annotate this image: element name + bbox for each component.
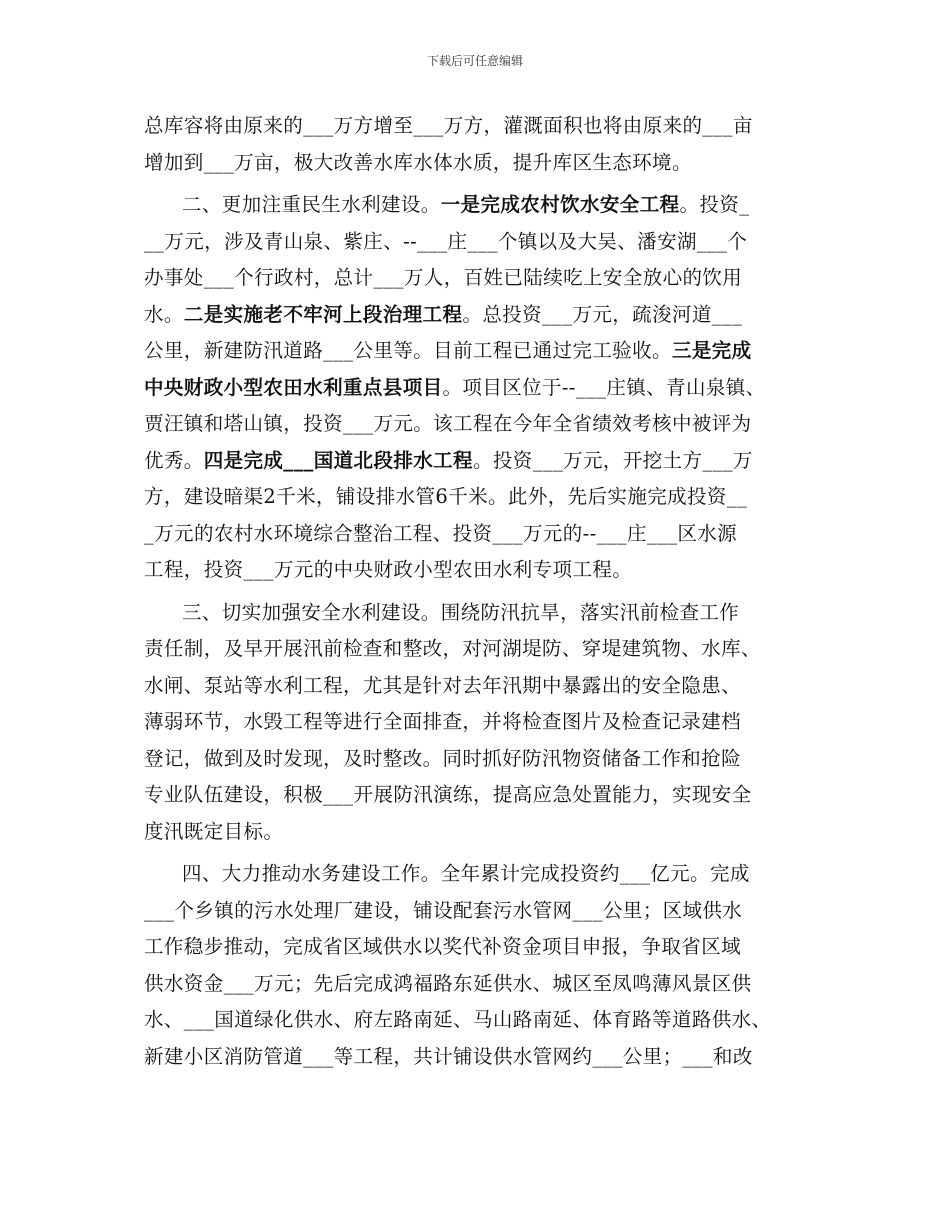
text-run: 度汛既定目标。: [144, 819, 284, 843]
text-run: 贾汪镇和塔山镇，投资___万元。该工程在今年全省绩效考核中被评为: [144, 412, 752, 435]
bold-text-run: 二是实施老不牢河上段治理工程: [183, 302, 463, 326]
paragraph: [144, 187, 808, 589]
text-run: 水、___国道绿化供水、府左路南延、马山路南延、体育路等道路供水、: [144, 1008, 772, 1031]
text-line: [144, 1002, 808, 1039]
text-line: [144, 443, 808, 480]
text-run: 二、更加注重民生水利建设。: [182, 193, 441, 216]
text-run: __万元，涉及青山泉、紫庄、--___庄___个镇以及大吴、潘安湖___个: [144, 229, 748, 253]
text-line: [144, 297, 808, 334]
text-run: 。项目区位于--___庄镇、青山泉镇、: [442, 375, 766, 399]
text-run: 新建小区消防管道___等工程，共计铺设供水管网约___公里；___和改: [144, 1044, 753, 1068]
text-line: [144, 516, 808, 553]
text-run: 优秀。: [144, 448, 204, 472]
paragraph: [144, 108, 808, 181]
text-line: [144, 966, 808, 1003]
text-line: [144, 108, 808, 145]
page-header: 下载后可任意编辑: [426, 54, 523, 68]
text-line: [144, 893, 808, 930]
text-line: [144, 224, 808, 261]
text-line: [144, 333, 808, 370]
text-line: [144, 741, 808, 778]
text-run: 四、大力推动水务建设工作。全年累计完成投资约___亿元。完成: [182, 862, 750, 885]
bold-text-run: 中央财政小型农田水利重点县项目: [144, 375, 443, 399]
bold-text-run: 四是完成___国道北段排水工程: [203, 448, 473, 472]
text-line: [144, 145, 808, 182]
text-line: [144, 929, 808, 966]
text-line: [144, 479, 808, 516]
text-run: 办事处___个行政村，总计___万人，百姓已陆续吃上安全放心的饮用: [144, 266, 743, 289]
text-line: [144, 704, 808, 741]
text-run: 工作稳步推动，完成省区域供水以奖代补资金项目申报，争取省区域: [144, 935, 742, 958]
text-line: [144, 552, 808, 589]
text-run: 供水资金___万元；先后完成鸿福路东延供水、城区至凤鸣薄风景区供: [144, 971, 752, 995]
bold-text-run: 三是完成: [671, 339, 752, 362]
text-line: [144, 260, 808, 297]
text-run: 。投资_: [679, 193, 750, 216]
text-run: 方，建设暗渠2千米，铺设排水管6千米。此外，先后实施完成投资__: [144, 485, 748, 508]
text-line: [144, 668, 808, 705]
text-run: 水。: [144, 302, 184, 326]
text-line: [144, 1039, 808, 1076]
bold-text-run: 一是完成农村饮水安全工程: [440, 193, 680, 216]
text-line: [144, 595, 808, 632]
paragraph: [144, 856, 808, 1075]
text-run: 。总投资___万元，疏浚河道___: [462, 302, 743, 326]
text-run: ___个乡镇的污水处理厂建设，铺设配套污水管网___公里；区域供水: [144, 898, 743, 922]
text-run: _万元的农村水环境综合整治工程、投资___万元的--___庄___区水源: [144, 521, 738, 545]
text-run: 三、切实加强安全水利建设。围绕防汛抗旱，落实汛前检查工作: [182, 600, 740, 624]
text-line: [144, 777, 808, 814]
text-line: [144, 370, 808, 407]
text-run: 责任制，及早开展汛前检查和整改，对河湖堤防、穿堤建筑物、水库、: [144, 637, 761, 660]
text-run: 总库容将由原来的___万方增至___万方，灌溉面积也将由原来的___亩: [144, 114, 753, 137]
text-run: 。投资___万元，开挖土方___万: [472, 448, 753, 472]
document-body: [144, 108, 808, 1075]
text-line: [144, 856, 808, 893]
text-run: 薄弱环节，水毁工程等进行全面排查，并将检查图片及检查记录建档: [144, 710, 742, 733]
text-line: [144, 406, 808, 443]
paragraph: [144, 595, 808, 851]
text-run: 专业队伍建设，积极___开展防汛演练，提高应急处置能力，实现安全: [144, 783, 752, 806]
text-run: 工程，投资___万元的中央财政小型农田水利专项工程。: [144, 558, 633, 581]
text-line: [144, 814, 808, 851]
text-run: 登记，做到及时发现，及时整改。同时抓好防汛物资储备工作和抢险: [144, 746, 742, 770]
text-run: 公里，新建防汛道路___公里等。目前工程已通过完工验收。: [144, 339, 672, 362]
text-line: [144, 631, 808, 668]
text-run: 增加到___万亩，极大改善水库水体水质，提升库区生态环境。: [144, 150, 692, 174]
text-line: [144, 187, 808, 224]
text-run: 水闸、泵站等水利工程，尤其是针对去年汛期中暴露出的安全隐患、: [144, 673, 742, 697]
